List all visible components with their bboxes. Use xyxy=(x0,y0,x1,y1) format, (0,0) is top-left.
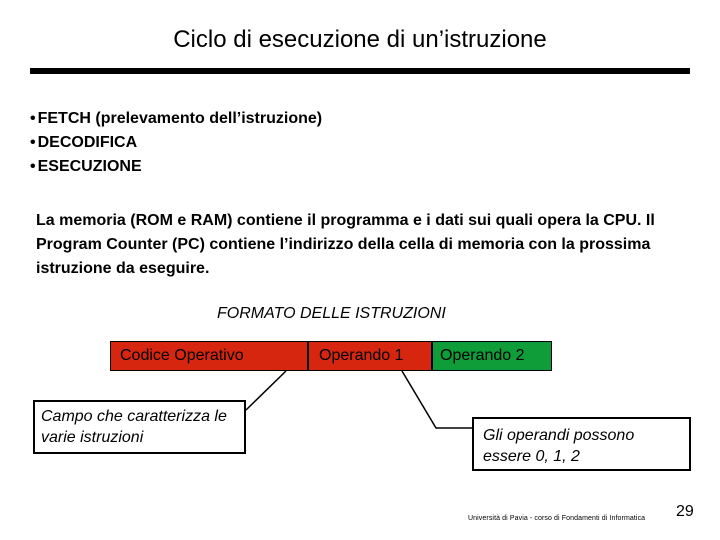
right-connector-line xyxy=(402,371,472,428)
operand1-field: Operando 1 xyxy=(308,341,432,371)
bullet-item-execute: • ESECUZIONE xyxy=(30,155,322,179)
left-connector-line xyxy=(246,371,286,410)
operands-callout: Gli operandi possono essere 0, 1, 2 xyxy=(472,417,691,471)
bullet-item-fetch: • FETCH (prelevamento dell’istruzione) xyxy=(30,107,322,131)
footer-text: Università di Pavia - corso di Fondamenti di Informatica xyxy=(468,515,646,522)
opcode-field: Codice Operativo xyxy=(110,341,308,371)
format-heading: FORMATO DELLE ISTRUZIONI xyxy=(217,305,446,322)
slide-title: Ciclo di esecuzione di un’istruzione xyxy=(173,26,547,53)
page-number: 29 xyxy=(676,503,694,520)
opcode-callout: Campo che caratterizza le varie istruzioni xyxy=(33,400,246,454)
operand2-field: Operando 2 xyxy=(432,341,552,371)
bullet-item-decode: • DECODIFICA xyxy=(30,131,322,155)
memory-description: La memoria (ROM e RAM) contiene il programma e i dati sui quali opera la CPU. Il Program Counter (PC) contiene l’indirizzo della cella di memoria con la prossima istruzione da eseguire. xyxy=(36,212,655,277)
